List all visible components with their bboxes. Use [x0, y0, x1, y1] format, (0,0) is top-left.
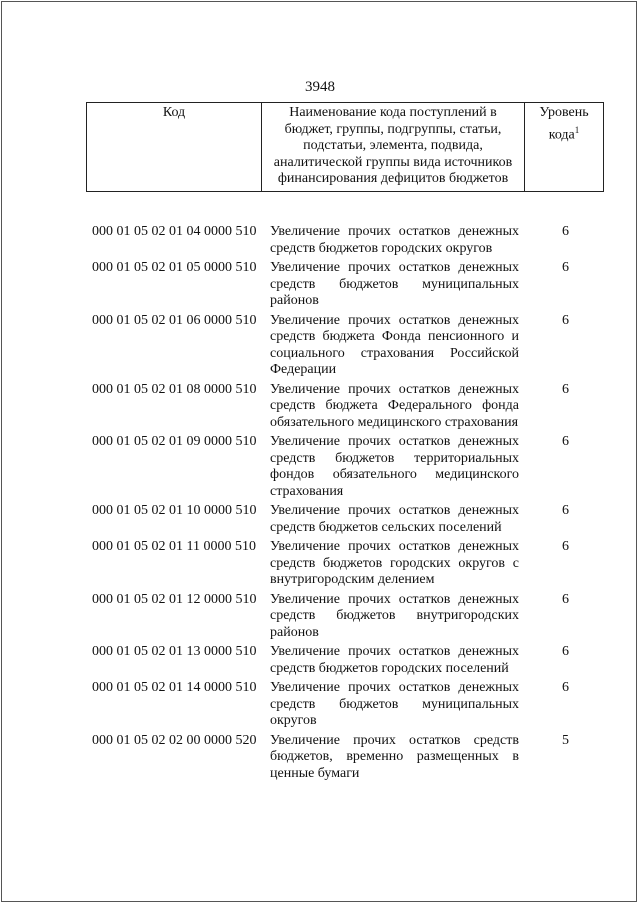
table-row	[92, 592, 612, 642]
row-name: Увеличение прочих остатков денежных средств бюджетов городских округов	[270, 224, 519, 256]
page-number: 3948	[305, 79, 335, 95]
table-header	[86, 102, 604, 192]
table-row	[92, 434, 612, 500]
row-name: Увеличение прочих остатков денежных средств бюджета Фонда пенсионного и социального страхования Российской Федерации	[270, 312, 519, 377]
row-level: 6	[562, 381, 569, 397]
header-level	[525, 103, 604, 192]
row-level: 6	[562, 591, 569, 607]
table-body	[92, 224, 612, 785]
row-level: 5	[562, 732, 569, 748]
row-level: 6	[562, 503, 569, 518]
row-code: 000 01 05 02 01 14 0000 510	[92, 680, 257, 695]
table-row	[92, 260, 612, 310]
table-row	[92, 539, 612, 589]
row-code: 000 01 05 02 01 13 0000 510	[92, 644, 257, 659]
header-row	[87, 103, 604, 192]
table-row	[92, 733, 612, 783]
row-level: 6	[562, 539, 569, 554]
row-name: Увеличение прочих остатков денежных средств бюджетов сельских поселений	[270, 503, 519, 535]
table-row	[92, 644, 612, 677]
row-code: 000 01 05 02 01 04 0000 510	[92, 224, 257, 239]
row-code: 000 01 05 02 01 11 0000 510	[92, 539, 256, 554]
table-row	[92, 680, 612, 730]
row-level: 6	[562, 680, 569, 695]
row-name: Увеличение прочих остатков денежных средств бюджетов территориальных фондов обязательного медицинского страхования	[270, 434, 519, 499]
row-name: Увеличение прочих остатков денежных средств бюджетов муниципальных округов	[270, 680, 519, 728]
table-row	[92, 382, 612, 432]
row-code: 000 01 05 02 01 05 0000 510	[92, 260, 257, 275]
row-name: Увеличение прочих остатков денежных средств бюджетов городских поселений	[270, 644, 519, 676]
row-name: Увеличение прочих остатков средств бюджетов, временно размещенных в ценные бумаги	[270, 732, 519, 781]
row-code: 000 01 05 02 01 08 0000 510	[92, 381, 257, 397]
header-level-label: Уровень кода	[539, 105, 589, 143]
header-code: Код	[87, 103, 262, 192]
row-code: 000 01 05 02 01 09 0000 510	[92, 434, 257, 449]
row-level: 6	[562, 434, 569, 449]
row-level: 6	[562, 260, 569, 275]
row-name: Увеличение прочих остатков денежных средств бюджетов внутригородских районов	[270, 591, 519, 640]
row-name: Увеличение прочих остатков денежных средств бюджета Федерального фонда обязательного медицинского страхования	[270, 381, 519, 430]
row-code: 000 01 05 02 01 10 0000 510	[92, 503, 257, 518]
row-level: 6	[562, 312, 569, 328]
row-name: Увеличение прочих остатков денежных средств бюджетов городских округов с внутригородским делением	[270, 539, 519, 587]
row-level: 6	[562, 644, 569, 659]
header-name: Наименование кода поступлений в бюджет, группы, подгруппы, статьи, подстатьи, элемента, подвида, аналитической группы вида источников финансирования дефицитов бюджетов	[262, 103, 525, 192]
table-row	[92, 224, 612, 257]
row-code: 000 01 05 02 01 12 0000 510	[92, 591, 257, 607]
row-name: Увеличение прочих остатков денежных средств бюджетов муниципальных районов	[270, 260, 519, 308]
footnote-mark: 1	[574, 124, 580, 135]
row-level: 6	[562, 224, 569, 239]
table-row	[92, 313, 612, 379]
row-code: 000 01 05 02 02 00 0000 520	[92, 732, 257, 748]
table-row	[92, 503, 612, 536]
row-code: 000 01 05 02 01 06 0000 510	[92, 312, 257, 328]
